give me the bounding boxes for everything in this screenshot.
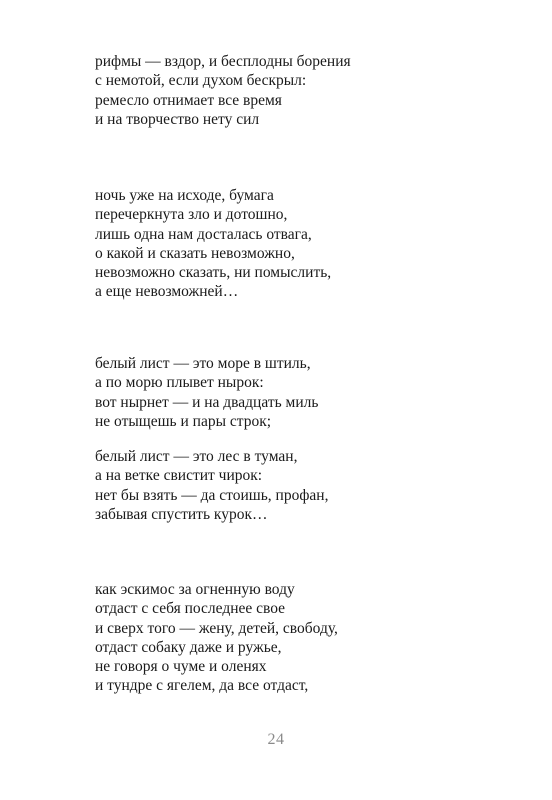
verse-line: о какой и сказать невозможно,	[95, 244, 295, 262]
verse-line: и сверх того — жену, детей, свободу,	[95, 619, 338, 637]
page-number: 24	[267, 731, 285, 748]
stanza-5	[95, 580, 338, 696]
verse-line: а еще невозможней…	[95, 283, 239, 301]
verse-line: не говоря о чуме и оленях	[95, 658, 267, 676]
stanza-3	[95, 354, 318, 431]
verse-line: лишь одна нам досталась отвага,	[95, 225, 312, 243]
verse-line: как эскимос за огненную воду	[95, 581, 295, 598]
verse-line: вот нырнет — и на двадцать миль	[95, 393, 319, 411]
verse-line: и на творчество нету сил	[95, 110, 260, 128]
stanza-4	[95, 447, 328, 524]
verse-line: ночь уже на исходе, бумага	[95, 187, 274, 204]
verse-line: а по морю плывет нырок:	[95, 374, 264, 392]
verse-line: перечеркнута зло и дотошно,	[95, 206, 288, 224]
verse-line: невозможно сказать, ни помыслить,	[95, 264, 332, 282]
verse-line: нет бы взять — да стоишь, профан,	[95, 486, 329, 504]
verse-line: рифмы — вздор, и бесплодны борения	[95, 53, 351, 70]
stanza-2	[95, 186, 331, 302]
verse-line: и тундре с ягелем, да все отдаст,	[95, 677, 309, 695]
verse-line: белый лист — это лес в туман,	[95, 448, 298, 465]
verse-line: ремесло отнимает все время	[95, 91, 282, 109]
verse-line: белый лист — это море в штиль,	[95, 355, 311, 372]
stanza-1	[95, 52, 351, 129]
verse-line: а на ветке свистит чирок:	[95, 467, 263, 485]
verse-line: отдаст собаку даже и ружье,	[95, 638, 282, 656]
verse-line: не отыщешь и пары строк;	[95, 412, 272, 430]
verse-line: с немотой, если духом бескрыл:	[95, 72, 307, 90]
verse-line: забывая спустить курок…	[95, 505, 268, 523]
verse-line: отдаст с себя последнее свое	[95, 600, 286, 618]
